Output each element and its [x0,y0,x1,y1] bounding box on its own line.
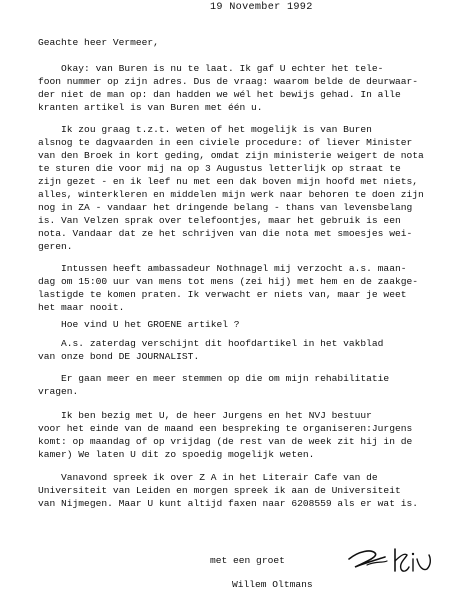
body-line: zijn gezet - en ik leef nu met een dak boven mijn hoofd met niets, [38,176,418,187]
signer-name: Willem Oltmans [232,579,313,590]
body-line: foon nummer op zijn adres. Dus de vraag: waarom belde de deurwaar- [38,76,418,87]
body-line: der niet de man op: dan hadden we wél het bewijs gehad. In alle [38,89,401,100]
body-line: van Nijmegen. Maar U kunt altijd faxen naar 6208559 als er wat is. [38,498,418,509]
body-line: Okay: van Buren is nu te laat. Ik gaf U echter het tele- [38,63,384,74]
body-line: alsnog te dagvaarden in een civiele procedure: of liever Minister [38,137,413,148]
body-line: Ik zou graag t.z.t. weten of het mogelijk is van Buren [38,124,372,135]
closing: met een groet [210,555,285,566]
body-line: Er gaan meer en meer stemmen op die om mijn rehabilitatie [38,373,390,384]
body-line: lastigde te komen praten. Ik verwacht er niets van, maar je weet [38,289,407,300]
body-line: nota. Vandaar dat ze het schrijven van die nota met smoesjes wei- [38,228,413,239]
body-line: nog in ZA - vandaar het dringende belang - thans van levensbelang [38,202,413,213]
body-line: van onze bond DE JOURNALIST. [38,351,200,362]
body-line: te sturen die voor mij na op 3 Augustus letterlijk op straat te [38,163,401,174]
body-line: het maar nooit. [38,302,125,313]
body-line: Intussen heeft ambassadeur Nothnagel mij verzocht a.s. maan- [38,263,407,274]
body-line: Universiteit van Leiden en morgen spreek ik aan de Universiteit [38,485,401,496]
body-line: vragen. [38,386,79,397]
body-line: komt: op maandag of op vrijdag (de rest van de week zit hij in de [38,436,413,447]
handwritten-signature-icon [345,545,435,577]
body-line: van den Broek in kort geding, omdat zijn ministerie weigert de nota [38,150,424,161]
body-line: A.s. zaterdag verschijnt dit hoofdartikel in het vakblad [38,338,384,349]
body-line: Vanavond spreek ik over Z A in het Literair Cafe van de [38,472,378,483]
body-line: Hoe vind U het GROENE artikel ? [38,319,240,330]
body-line: kranten artikel is van Buren met één u. [38,102,263,113]
salutation: Geachte heer Vermeer, [38,37,159,48]
body-line: alles, winterkleren en middelen mijn werk naar behoren te doen zijn [38,189,424,200]
body-line: voor het einde van de maand een bespreking te organiseren:Jurgens [38,423,413,434]
letter-date: 19 November 1992 [210,2,313,13]
body-line: is. Van Velzen sprak over telefoontjes, maar het gebruik is een [38,215,401,226]
body-line: dag om 15:00 uur van mens tot mens (zei hij) met hem en de zaakge- [38,276,418,287]
body-line: geren. [38,241,73,252]
body-line: Ik ben bezig met U, de heer Jurgens en het NVJ bestuur [38,410,372,421]
body-line: kamer) We laten U dit zo spoedig mogelijk weten. [38,449,315,460]
